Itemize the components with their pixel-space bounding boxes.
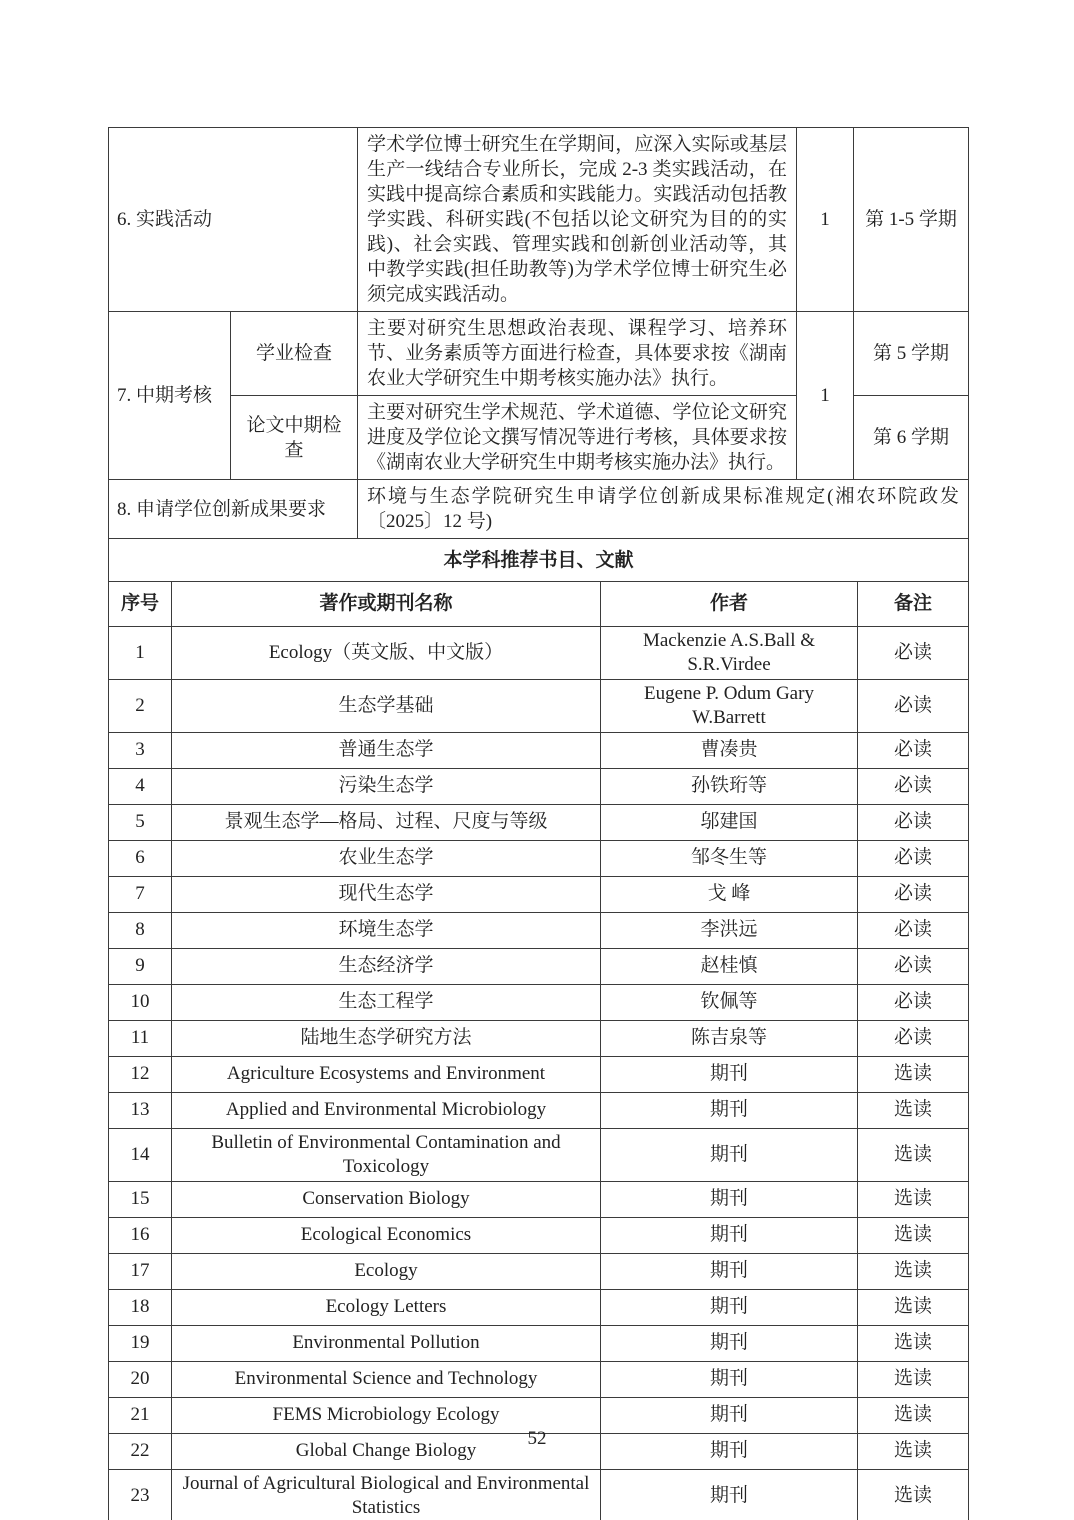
reading-row xyxy=(109,1253,969,1289)
reading-title: Environmental Science and Technology xyxy=(172,1361,601,1397)
practice-row xyxy=(109,128,969,312)
reading-row xyxy=(109,1181,969,1217)
reading-author: 期刊 xyxy=(601,1217,858,1253)
reading-author: 期刊 xyxy=(601,1361,858,1397)
reading-section-title: 本学科推荐书目、文献 xyxy=(109,539,969,582)
reading-title: 普通生态学 xyxy=(172,732,601,768)
reading-row xyxy=(109,1056,969,1092)
reading-no: 5 xyxy=(109,804,172,840)
reading-author: 期刊 xyxy=(601,1469,858,1520)
reading-row xyxy=(109,1325,969,1361)
reading-title: 污染生态学 xyxy=(172,768,601,804)
practice-credits: 1 xyxy=(797,128,854,312)
reading-remark: 选读 xyxy=(858,1469,969,1520)
academic-check-name: 学业检查 xyxy=(231,312,358,396)
reading-title: 现代生态学 xyxy=(172,876,601,912)
reading-no: 13 xyxy=(109,1092,172,1128)
reading-author: 期刊 xyxy=(601,1253,858,1289)
reading-no: 12 xyxy=(109,1056,172,1092)
reading-title: 环境生态学 xyxy=(172,912,601,948)
reading-title: Ecology xyxy=(172,1253,601,1289)
reading-title: 生态工程学 xyxy=(172,984,601,1020)
reading-author: Mackenzie A.S.Ball & S.R.Virdee xyxy=(601,626,858,679)
reading-row xyxy=(109,1128,969,1181)
reading-author: 期刊 xyxy=(601,1433,858,1469)
reading-remark: 选读 xyxy=(858,1289,969,1325)
reading-list-table xyxy=(108,581,969,1520)
reading-no: 18 xyxy=(109,1289,172,1325)
reading-title: 陆地生态学研究方法 xyxy=(172,1020,601,1056)
reading-author: 曹凑贵 xyxy=(601,732,858,768)
practice-label: 6. 实践活动 xyxy=(109,128,358,312)
reading-row xyxy=(109,876,969,912)
reading-row xyxy=(109,840,969,876)
reading-title: FEMS Microbiology Ecology xyxy=(172,1397,601,1433)
reading-author: 期刊 xyxy=(601,1325,858,1361)
reading-remark: 必读 xyxy=(858,984,969,1020)
reading-no: 3 xyxy=(109,732,172,768)
reading-title: Global Change Biology xyxy=(172,1433,601,1469)
reading-no: 11 xyxy=(109,1020,172,1056)
reading-row xyxy=(109,732,969,768)
reading-title: Ecology（英文版、中文版） xyxy=(172,626,601,679)
thesis-check-name: 论文中期检查 xyxy=(231,396,358,480)
reading-no: 22 xyxy=(109,1433,172,1469)
reading-row xyxy=(109,1092,969,1128)
reading-remark: 必读 xyxy=(858,732,969,768)
reading-title: Journal of Agricultural Biological and Environmental Statistics xyxy=(172,1469,601,1520)
reading-no: 4 xyxy=(109,768,172,804)
reading-author: 陈吉泉等 xyxy=(601,1020,858,1056)
reading-remark: 选读 xyxy=(858,1253,969,1289)
reading-title: 生态经济学 xyxy=(172,948,601,984)
practice-description: 学术学位博士研究生在学期间，应深入实际或基层生产一线结合专业所长，完成 2-3 类实践活动，在实践中提高综合素质和实践能力。实践活动包括教学实践、科研实践(不包括以论文研究为目的的实践)、社会实践、管理实践和创新创业活动等，其中教学实践(担任助教等)为学术学位博士研究生必须完成实践活动。 xyxy=(358,128,797,312)
reading-no: 14 xyxy=(109,1128,172,1181)
reading-no: 19 xyxy=(109,1325,172,1361)
reading-remark: 选读 xyxy=(858,1433,969,1469)
reading-no: 23 xyxy=(109,1469,172,1520)
reading-author: 期刊 xyxy=(601,1181,858,1217)
reading-no: 15 xyxy=(109,1181,172,1217)
reading-title: Conservation Biology xyxy=(172,1181,601,1217)
reading-row xyxy=(109,948,969,984)
reading-section-title-row xyxy=(109,539,969,582)
academic-check-description: 主要对研究生思想政治表现、课程学习、培养环节、业务素质等方面进行检查，具体要求按《湖南农业大学研究生中期考核实施办法》执行。 xyxy=(358,312,797,396)
reading-list-body xyxy=(109,626,969,1520)
reading-remark: 必读 xyxy=(858,626,969,679)
reading-row xyxy=(109,679,969,732)
reading-row xyxy=(109,1361,969,1397)
reading-remark: 必读 xyxy=(858,768,969,804)
reading-author: 期刊 xyxy=(601,1092,858,1128)
reading-remark: 选读 xyxy=(858,1092,969,1128)
reading-author: 李洪远 xyxy=(601,912,858,948)
reading-header-row xyxy=(109,581,969,626)
reading-row xyxy=(109,1217,969,1253)
reading-row xyxy=(109,626,969,679)
reading-row xyxy=(109,984,969,1020)
practice-semester: 第 1-5 学期 xyxy=(854,128,969,312)
reading-no: 10 xyxy=(109,984,172,1020)
reading-remark: 选读 xyxy=(858,1397,969,1433)
reading-author: 期刊 xyxy=(601,1397,858,1433)
reading-author: 赵桂慎 xyxy=(601,948,858,984)
reading-no: 9 xyxy=(109,948,172,984)
reading-remark: 选读 xyxy=(858,1128,969,1181)
reading-title: 景观生态学—格局、过程、尺度与等级 xyxy=(172,804,601,840)
academic-check-semester: 第 5 学期 xyxy=(854,312,969,396)
reading-author: 期刊 xyxy=(601,1128,858,1181)
reading-header-no: 序号 xyxy=(109,581,172,626)
reading-header-title: 著作或期刊名称 xyxy=(172,581,601,626)
reading-remark: 选读 xyxy=(858,1056,969,1092)
reading-author: 孙铁珩等 xyxy=(601,768,858,804)
reading-author: 戈 峰 xyxy=(601,876,858,912)
reading-author: Eugene P. Odum Gary W.Barrett xyxy=(601,679,858,732)
innovation-description: 环境与生态学院研究生申请学位创新成果标准规定(湘农环院政发〔2025〕12 号) xyxy=(358,480,969,539)
reading-row xyxy=(109,1469,969,1520)
reading-author: 邹冬生等 xyxy=(601,840,858,876)
reading-title: Agriculture Ecosystems and Environment xyxy=(172,1056,601,1092)
reading-no: 20 xyxy=(109,1361,172,1397)
reading-no: 8 xyxy=(109,912,172,948)
reading-remark: 选读 xyxy=(858,1217,969,1253)
page-content xyxy=(108,127,968,1520)
reading-row xyxy=(109,768,969,804)
reading-remark: 必读 xyxy=(858,679,969,732)
reading-title: Ecology Letters xyxy=(172,1289,601,1325)
reading-title: 生态学基础 xyxy=(172,679,601,732)
reading-title: Applied and Environmental Microbiology xyxy=(172,1092,601,1128)
reading-header-author: 作者 xyxy=(601,581,858,626)
page-number: 52 xyxy=(527,1428,547,1449)
midterm-credits: 1 xyxy=(797,312,854,480)
reading-row xyxy=(109,1020,969,1056)
reading-row xyxy=(109,1289,969,1325)
reading-title: Ecological Economics xyxy=(172,1217,601,1253)
reading-remark: 选读 xyxy=(858,1325,969,1361)
reading-no: 2 xyxy=(109,679,172,732)
reading-title: Environmental Pollution xyxy=(172,1325,601,1361)
reading-row xyxy=(109,804,969,840)
reading-remark: 必读 xyxy=(858,948,969,984)
reading-no: 17 xyxy=(109,1253,172,1289)
reading-no: 16 xyxy=(109,1217,172,1253)
reading-remark: 必读 xyxy=(858,912,969,948)
training-process-table xyxy=(108,127,969,582)
reading-remark: 必读 xyxy=(858,804,969,840)
thesis-check-semester: 第 6 学期 xyxy=(854,396,969,480)
innovation-row xyxy=(109,480,969,539)
reading-no: 6 xyxy=(109,840,172,876)
midterm-label: 7. 中期考核 xyxy=(109,312,231,480)
midterm-academic-row xyxy=(109,312,969,396)
reading-no: 1 xyxy=(109,626,172,679)
reading-author: 钦佩等 xyxy=(601,984,858,1020)
innovation-label: 8. 申请学位创新成果要求 xyxy=(109,480,358,539)
thesis-check-description: 主要对研究生学术规范、学术道德、学位论文研究进度及学位论文撰写情况等进行考核，具体要求按《湖南农业大学研究生中期考核实施办法》执行。 xyxy=(358,396,797,480)
reading-row xyxy=(109,912,969,948)
reading-author: 邬建国 xyxy=(601,804,858,840)
reading-no: 7 xyxy=(109,876,172,912)
reading-remark: 必读 xyxy=(858,876,969,912)
reading-author: 期刊 xyxy=(601,1056,858,1092)
reading-title: 农业生态学 xyxy=(172,840,601,876)
reading-header-remark: 备注 xyxy=(858,581,969,626)
reading-remark: 选读 xyxy=(858,1181,969,1217)
reading-author: 期刊 xyxy=(601,1289,858,1325)
reading-remark: 选读 xyxy=(858,1361,969,1397)
reading-remark: 必读 xyxy=(858,840,969,876)
reading-no: 21 xyxy=(109,1397,172,1433)
reading-remark: 必读 xyxy=(858,1020,969,1056)
reading-title: Bulletin of Environmental Contamination and Toxicology xyxy=(172,1128,601,1181)
